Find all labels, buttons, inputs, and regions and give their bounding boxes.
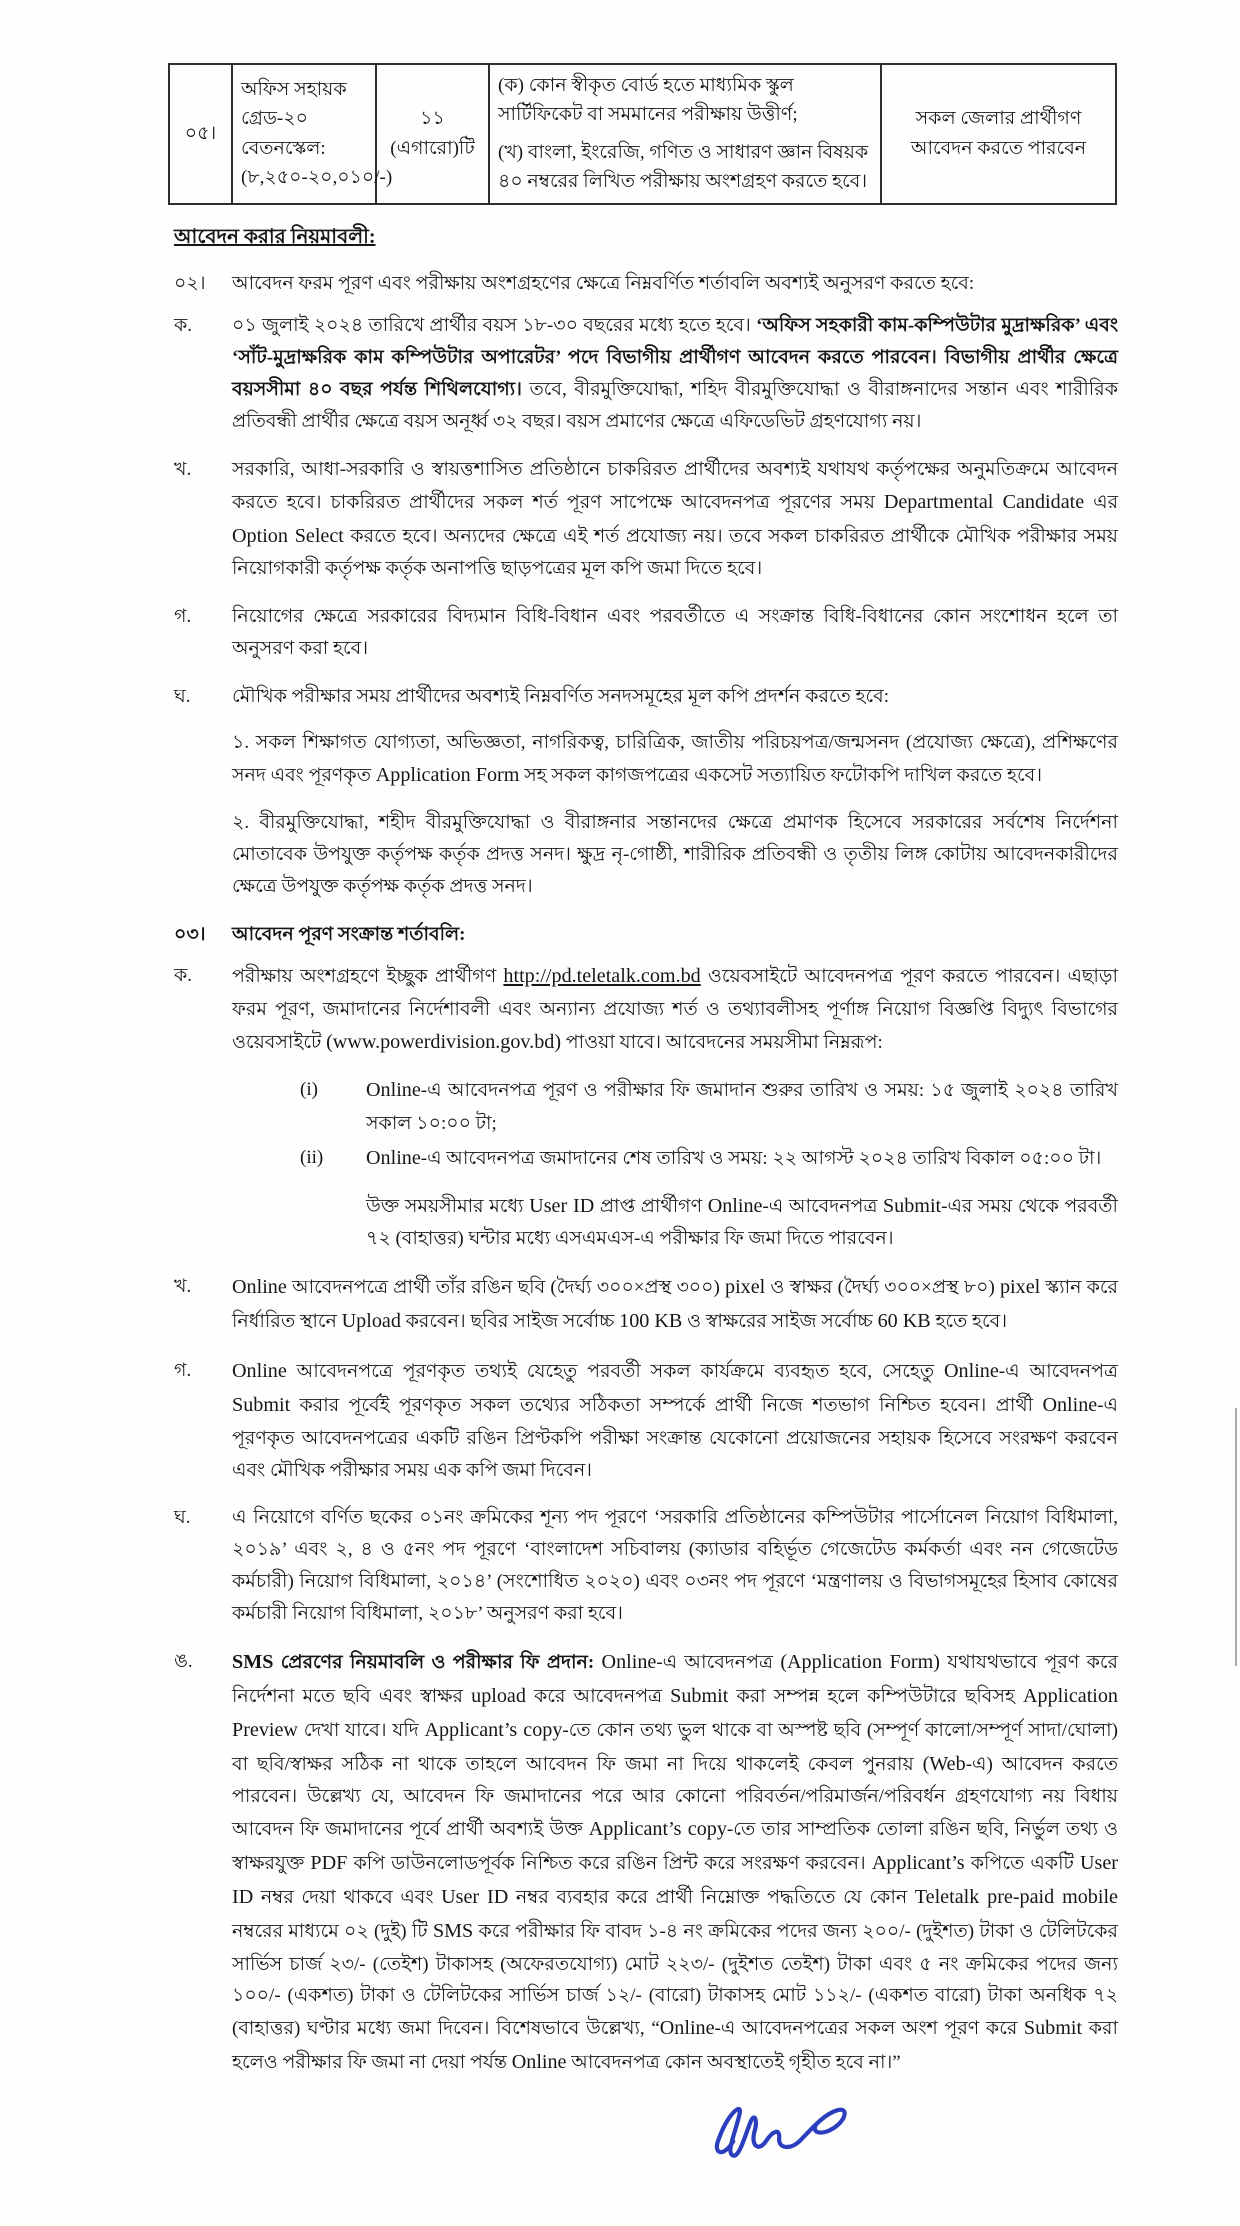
certificate-list-item-1: ১. সকল শিক্ষাগত যোগ্যতা, অভিজ্ঞতা, নাগরিকত্ব, চারিত্রিক, জাতীয় পরিচয়পত্র/জন্মসনদ (প্রযোজ্য ক্ষেত্রে), প্রশিক্ষণের সনদ এবং পূরণকৃত Application Form সহ সকল কাগজপত্রের একসেট সত্যায়িত ফটোকপি দাখিল করতে হবে। [232, 732, 1118, 786]
cell-post-name [232, 64, 393, 204]
clause-03-ga [174, 1355, 1118, 1486]
clause-label: ঙ. [174, 1651, 193, 1673]
scan-artifact-line [1235, 1408, 1237, 1666]
clause-03-kha [174, 1271, 1118, 1339]
cell-district-eligibility: সকল জেলার প্রার্থীগণ আবেদন করতে পারবেন [881, 64, 1116, 204]
cell-qualification [489, 64, 881, 204]
clause-label: গ. [174, 606, 192, 628]
sms-fee-payment-text: SMS প্রেরণের নিয়মাবলি ও পরীক্ষার ফি প্রদান: Online-এ আবেদনপত্র (Application Form) যথাযথভাবে পূরণ করে নির্দেশনা মতে ছবি এবং স্বাক্ষর upload করে আবেদনপত্র Submit করা সম্পন্ন হলে কম্পিউটারে ছবিসহ Application Preview দেখা যাবে। যদি Applicant’s copy-তে কোন তথ্য ভুল থাকে বা অস্পষ্ট ছবি (সম্পূর্ণ কালো/সম্পূর্ণ সাদা/ঘোলা) বা ছবি/স্বাক্ষর সঠিক না থাকে তাহলে আবেদন ফি জমা না দিয়ে থাকলেই কেবল পুনরায় (Web-এ) আবেদন করতে পারবেন। উল্লেখ্য যে, আবেদন ফি জমাদানের পরে আর কোনো পরিবর্তন/পরিমার্জন/পরিবর্ধন গ্রহণযোগ্য নয় বিধায় আবেদন ফি জমাদানের পূর্বে প্রার্থী অবশ্যই উক্ত Applicant’s copy-তে তার সাম্প্রতিক তোলা রঙিন ছবি, নির্ভুল তথ্য ও স্বাক্ষরযুক্ত PDF কপি ডাউনলোডপূর্বক নিশ্চিত করে রঙিন প্রিন্ট করে সংরক্ষণ করবেন। Applicant’s কপিতে একটি User ID নম্বর দেয়া থাকবে এবং User ID নম্বর ব্যবহার করে প্রার্থী নিম্নোক্ত পদ্ধতিতে যে কোন Teletalk pre-paid mobile নম্বরের মাধ্যমে ০২ (দুই) টি SMS করে পরীক্ষার ফি বাবদ ১-৪ নং ক্রমিকের পদের জন্য ২০০/- (দুইশত) টাকা ও টেলিটকের সার্ভিস চার্জ ২৩/- (তেইশ) টাকাসহ (অফেরতযোগ্য) মোট ২২৩/- (দুইশত তেইশ) টাকা এবং ৫ নং ক্রমিকের পদের জন্য ১০০/- (একশত) টাকা ও টেলিটকের সার্ভিস চার্জ ১২/- (বারো) টাকাসহ মোট ১১২/- (একশত বারো) টাকা অনধিক ৭২ (বাহাত্তর) ঘণ্টার মধ্যে জমা দিবেন। বিশেষভাবে উল্লেখ্য, “Online-এ আবেদনপত্রের সকল অংশ পূরণ করে Submit করা হলেও পরীক্ষার ফি জমা না দেয়া পর্যন্ত Online আবেদনপত্র কোন অবস্থাতেই গৃহীত হবে না।” [232, 1651, 1119, 2074]
clause-02-gha [174, 681, 1118, 902]
timeline-item-i [232, 1074, 1118, 1140]
clause-lead: মৌখিক পরীক্ষার সময় প্রার্থীদের অবশ্যই নিম্নবর্ণিত সনদসমূহের মূল কপি প্রদর্শন করতে হবে: [232, 686, 890, 708]
photo-signature-spec-text: Online আবেদনপত্রে প্রার্থী তাঁর রঙিন ছবি (দৈর্ঘ্য ৩০০×প্রস্থ ৩০০) pixel ও স্বাক্ষর (দৈর্ঘ্য ৩০০×প্রস্থ ৮০) pixel স্ক্যান করে নির্ধারিত স্থানে Upload করবেন। ছবির সাইজ সর্বোচ্চ 100 KB ও স্বাক্ষরের সাইজ সর্বোচ্চ 60 KB হতে হবে। [232, 1276, 1119, 1333]
post-name-line: অফিস সহায়ক [241, 79, 347, 100]
job-posts-table [168, 63, 1117, 205]
clause-number: ০২। [174, 273, 206, 295]
clause-label: খ. [174, 1276, 192, 1298]
clause-text: ০১ জুলাই ২০২৪ তারিখে প্রার্থীর বয়স ১৮-৩০ বছরের মধ্যে হতে হবে। ‘অফিস সহকারী কাম-কম্পিউটার মুদ্রাক্ষরিক’ এবং ‘সাঁট-মুদ্রাক্ষরিক কাম কম্পিউটার অপারেটর’ পদে বিভাগীয় প্রার্থীগণ আবেদন করতে পারবেন। বিভাগীয় প্রার্থীর ক্ষেত্রে বয়সসীমা ৪০ বছর পর্যন্ত শিথিলযোগ্য। তবে, বীরমুক্তিযোদ্ধা, শহিদ বীরমুক্তিযোদ্ধা ও বীরাঙ্গনাদের সন্তান এবং শারীরিক প্রতিবন্ধী প্রার্থীর ক্ষেত্রে বয়স অনূর্ধ্ব ৩২ বছর। বয়স প্রমাণের ক্ষেত্রে এফিডেভিট গ্রহণযোগ্য নয়। [232, 315, 1118, 432]
clause-03-uma [174, 1646, 1118, 2080]
clause-label: গ. [174, 1359, 192, 1381]
clause-03-intro [174, 919, 1118, 951]
roman-label: (ii) [300, 1146, 324, 1168]
vacancy-words: (এগারো)টি [390, 137, 475, 159]
clause-text: নিয়োগের ক্ষেত্রে সরকারের বিদ্যমান বিধি-বিধান এবং পরবর্তীতে এ সংক্রান্ত বিধি-বিধানের কোন সংশোধন হলে তা অনুসরণ করা হবে। [232, 606, 1118, 660]
recruitment-rules-text: এ নিয়োগে বর্ণিত ছকের ০১নং ক্রমিকের শূন্য পদ পূরণে ‘সরকারি প্রতিষ্ঠানের কম্পিউটার পার্সোনেল নিয়োগ বিধিমালা, ২০১৯’ এবং ২, ৪ ও ৫নং পদ পূরণে ‘বাংলাদেশ সচিবালয় (ক্যাডার বহির্ভূত গেজেটেড কর্মকর্তা এবং নন গেজেটেড কর্মচারী) নিয়োগ বিধিমালা, ২০১৪’ (সংশোধিত ২০২০) এবং ০৩নং পদ পূরণে ‘মন্ত্রণালয় ও বিভাগসমূহের হিসাব কোষের কর্মচারী নিয়োগ বিধিমালা, ২০১৮’ অনুসরণ করা হবে। [232, 1507, 1118, 1625]
clause-number: ০৩। [174, 923, 206, 945]
clause-02-kha [174, 454, 1118, 585]
rules-heading: আবেদন করার নিয়মাবলী: [174, 225, 376, 248]
clause-label: ক. [174, 315, 193, 337]
clause-text [232, 681, 1118, 902]
timeline-item-ii [232, 1142, 1118, 1176]
qualification-a: (ক) কোন স্বীকৃত বোর্ড হতে মাধ্যমিক স্কুল সার্টিফিকেট বা সমমানের পরীক্ষায় উত্তীর্ণ; [498, 75, 798, 126]
qualification-b: (খ) বাংলা, ইংরেজি, গণিত ও সাধারণ জ্ঞান বিষয়ক ৪০ নম্বরের লিখিত পরীক্ষায় অংশগ্রহণ করতে হবে। [498, 141, 869, 193]
table-row-05 [169, 64, 1116, 204]
cell-serial: ০৫। [169, 64, 232, 204]
clause-label: ঘ. [174, 1507, 191, 1529]
certificate-list-item-2: ২. বীরমুক্তিযোদ্ধা, শহীদ বীরমুক্তিযোদ্ধা ও বীরাঙ্গনার সন্তানদের ক্ষেত্রে প্রমাণক হিসেবে সরকারের সর্বশেষ নির্দেশনা মোতাবেক উপযুক্ত কর্তৃপক্ষ কর্তৃক প্রদত্ত সনদ। ক্ষুদ্র নৃ-গোষ্ঠী, শারীরিক প্রতিবন্ধী ও তৃতীয় লিঙ্গ কোটায় আবেদনকারীদের ক্ষেত্রে উপযুক্ত কর্তৃপক্ষ কর্তৃক প্রদত্ত সনদ। [232, 811, 1118, 897]
clause-02-ga [174, 601, 1118, 665]
vacancy-number: ১১ [420, 108, 445, 130]
clause-label: খ. [174, 458, 192, 480]
post-grade-line: গ্রেড-২০ [241, 108, 308, 130]
cell-vacancy-count [376, 64, 489, 204]
post-payscale-value: (৮,২৫০-২০,০১০/-) [241, 167, 393, 189]
signature-area [168, 2096, 1118, 2186]
data-accuracy-text: Online আবেদনপত্রে পূরণকৃত তথ্যই যেহেতু পরবর্তী সকল কার্যক্রমে ব্যবহৃত হবে, সেহেতু Online-এ আবেদনপত্র Submit করার পূর্বেই পূরণকৃত সকল তথ্যের সঠিকতা সম্পর্কে প্রার্থী নিজে শতভাগ নিশ্চিত হবেন। প্রার্থী Online-এ পূরণকৃত আবেদনপত্রের একটি রঙিন প্রিণ্টকপি পরীক্ষা সংক্রান্ত যেকোনো প্রয়োজনের সহায়ক হিসেবে সংরক্ষণ করবেন এবং মৌখিক পরীক্ষার সময় এক কপি জমা দিবেন। [232, 1359, 1118, 1481]
application-website-paragraph: পরীক্ষায় অংশগ্রহণে ইচ্ছুক প্রার্থীগণ http://pd.teletalk.com.bd ওয়েবসাইটে আবেদনপত্র পূরণ করতে পারবেন। এছাড়া ফরম পূরণ, জমাদানের নির্দেশাবলী এবং অন্যান্য প্রযোজ্য শর্ত ও তথ্যাবলীসহ পূর্ণাঙ্গ নিয়োগ বিজ্ঞপ্তি বিদ্যুৎ বিভাগের ওয়েবসাইটে (www.powerdivision.gov.bd) পাওয়া যাবে। আবেদনের সময়সীমা নিম্নরূপ: [232, 965, 1118, 1054]
fee-deadline-note: উক্ত সময়সীমার মধ্যে User ID প্রাপ্ত প্রার্থীগণ Online-এ আবেদনপত্র Submit-এর সময় থেকে পরবর্তী ৭২ (বাহাত্তর) ঘন্টার মধ্যে এসএমএস-এ পরীক্ষার ফি জমা দিতে পারবেন। [366, 1194, 1118, 1250]
signature-scribble [694, 2079, 871, 2174]
clause-03-ka [174, 960, 1118, 1255]
teletalk-link: http://pd.teletalk.com.bd [503, 965, 701, 988]
clause-text: সরকারি, আধা-সরকারি ও স্বায়ত্তশাসিত প্রতিষ্ঠানে চাকরিরত প্রার্থীদের অবশ্যই যথাযথ কর্তৃপক্ষের অনুমতিক্রমে আবেদন করতে হবে। চাকরিরত প্রার্থীদের সকল শর্ত পূরণ সাপেক্ষে আবেদনপত্র পূরণের সময় Departmental Candidate এর Option Select করতে হবে। অন্যদের ক্ষেত্রে এই শর্ত প্রযোজ্য নয়। তবে সকল চাকরিরত প্রার্থীকে মৌখিক পরীক্ষার সময় নিয়োগকারী কর্তৃপক্ষ কর্তৃক অনাপত্তি ছাড়পত্রের মূল কপি জমা দিতে হবে। [232, 458, 1119, 580]
clause-title: আবেদন পূরণ সংক্রান্ত শর্তাবলি: [232, 923, 466, 945]
roman-label: (i) [300, 1078, 318, 1100]
clause-text: আবেদন ফরম পূরণ এবং পরীক্ষায় অংশগ্রহণের ক্ষেত্রে নিম্নবর্ণিত শর্তাবলি অবশ্যই অনুসরণ করতে হবে: [232, 273, 975, 295]
clause-02-intro [174, 268, 1118, 300]
clause-label: ঘ. [174, 686, 191, 708]
timeline-end-text: Online-এ আবেদনপত্র জমাদানের শেষ তারিখ ও সময়: ২২ আগস্ট ২০২৪ তারিখ বিকাল ০৫:০০ টা। [366, 1146, 1102, 1169]
clause-02-ka [174, 310, 1118, 438]
clause-text [232, 960, 1118, 1255]
timeline-start-text: Online-এ আবেদনপত্র পূরণ ও পরীক্ষার ফি জমাদান শুরুর তারিখ ও সময়: ১৫ জুলাই ২০২৪ তারিখ সকাল ১০:০০ টা; [366, 1078, 1118, 1134]
clause-03-gha [174, 1502, 1118, 1630]
clause-label: ক. [174, 965, 193, 987]
post-payscale-label: বেতনস্কেল: [241, 137, 326, 159]
